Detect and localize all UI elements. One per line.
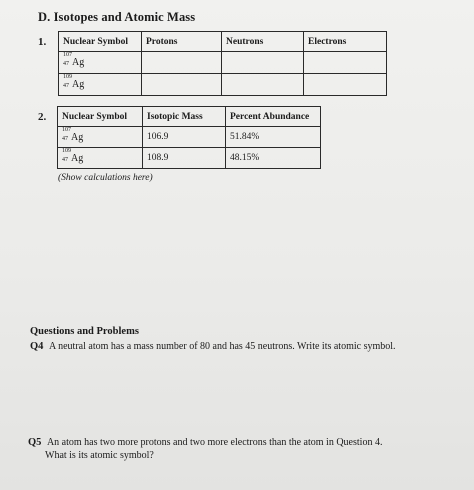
show-calculations-note: (Show calculations here) bbox=[58, 173, 153, 183]
isotope-symbol: 109 47 Ag bbox=[63, 74, 85, 90]
table-header-row bbox=[59, 32, 387, 52]
col-header-protons: Protons bbox=[142, 32, 222, 52]
isotope-symbol: 107 47 Ag bbox=[62, 126, 84, 143]
questions-title: Questions and Problems bbox=[30, 326, 139, 337]
col-header-nuclear-symbol: Nuclear Symbol bbox=[58, 107, 143, 127]
nuclear-symbol-cell bbox=[59, 74, 142, 96]
col-header-nuclear-symbol: Nuclear Symbol bbox=[59, 32, 142, 52]
question-text-line2: What is its atomic symbol? bbox=[45, 450, 154, 461]
protons-answer-cell[interactable] bbox=[142, 74, 222, 96]
question-text: A neutral atom has a mass number of 80 and has 45 neutrons. Write its atomic symbol. bbox=[48, 341, 396, 352]
table-header-row bbox=[58, 107, 321, 127]
item-number-1: 1. bbox=[38, 36, 47, 48]
neutrons-answer-cell[interactable] bbox=[222, 74, 304, 96]
percent-abundance-cell: 48.15% bbox=[226, 148, 321, 169]
neutrons-answer-cell[interactable] bbox=[222, 52, 304, 74]
isotope-symbol: 109 47 Ag bbox=[62, 147, 84, 164]
table-row bbox=[58, 148, 321, 169]
percent-abundance-cell: 51.84% bbox=[226, 127, 321, 148]
col-header-isotopic-mass: Isotopic Mass bbox=[143, 107, 226, 127]
isotopic-mass-cell: 106.9 bbox=[143, 127, 226, 148]
question-q4 bbox=[30, 340, 396, 353]
col-header-neutrons: Neutrons bbox=[222, 32, 304, 52]
electrons-answer-cell[interactable] bbox=[304, 74, 387, 96]
nuclear-symbol-cell bbox=[58, 148, 143, 169]
item-number-2: 2. bbox=[38, 111, 47, 123]
col-header-electrons: Electrons bbox=[304, 32, 387, 52]
question-text: An atom has two more protons and two more electrons than the atom in Question 4. bbox=[46, 437, 383, 448]
protons-answer-cell[interactable] bbox=[142, 52, 222, 74]
question-q5 bbox=[28, 436, 382, 462]
section-heading: D. Isotopes and Atomic Mass bbox=[38, 10, 196, 24]
table-row bbox=[59, 74, 387, 96]
isotope-particles-table bbox=[58, 31, 387, 96]
isotope-abundance-table bbox=[57, 106, 321, 169]
table-row bbox=[59, 52, 387, 74]
isotopic-mass-cell: 108.9 bbox=[143, 148, 226, 169]
isotope-symbol: 107 47 Ag bbox=[63, 52, 85, 68]
question-label: Q4 bbox=[30, 341, 44, 352]
nuclear-symbol-cell bbox=[59, 52, 142, 74]
col-header-percent-abundance: Percent Abundance bbox=[226, 107, 321, 127]
nuclear-symbol-cell bbox=[58, 127, 143, 148]
table-row bbox=[58, 127, 321, 148]
question-label: Q5 bbox=[28, 437, 42, 448]
electrons-answer-cell[interactable] bbox=[304, 52, 387, 74]
